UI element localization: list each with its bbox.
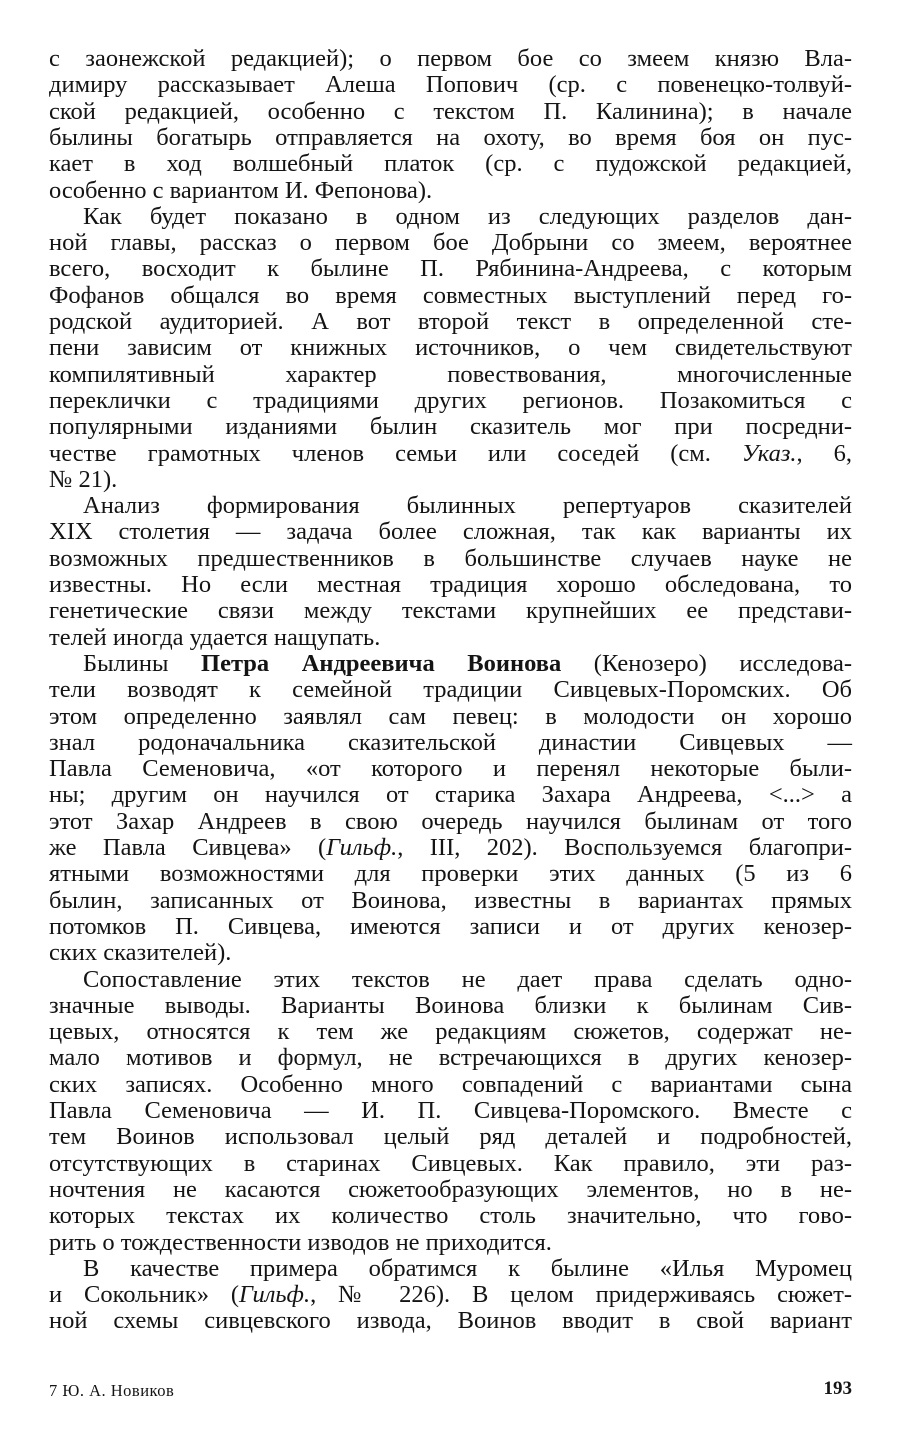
text-segment: былин, записанных от Воинова, известны в вариантах прямых xyxy=(49,886,852,914)
text-segment: этот Захар Андреев в свою очередь научился былинам от того xyxy=(49,807,852,835)
text-segment: Фофанов общался во время совместных выступлений перед го- xyxy=(49,281,852,309)
text-line xyxy=(49,834,852,861)
text-segment: значные выводы. Варианты Воинова близки к былинам Сив- xyxy=(49,991,852,1019)
text-line xyxy=(49,887,852,914)
text-line xyxy=(49,1071,852,1098)
text-segment: которых текстах их количество столь значительно, что гово- xyxy=(49,1202,852,1230)
text-segment: Былины xyxy=(83,649,202,677)
text-line xyxy=(49,571,852,598)
text-line xyxy=(49,1202,852,1229)
text-segment: компилятивный характер повествования, многочисленные xyxy=(49,360,852,388)
text-segment: цевых, относятся к тем же редакциям сюжетов, содержат не- xyxy=(49,1018,852,1046)
text-segment: ночтения не касаются сюжетообразующих элементов, но в не- xyxy=(49,1175,852,1203)
text-segment: Анализ формирования былинных репертуаров сказителей xyxy=(83,492,852,520)
text-line xyxy=(49,518,852,545)
text-line xyxy=(49,939,852,966)
text-line xyxy=(49,1097,852,1124)
text-segment: тели возводят к семейной традиции Сивцевых-Поромских. Об xyxy=(49,676,852,704)
text-line xyxy=(49,255,852,282)
text-line xyxy=(49,729,852,756)
text-segment: этом определенно заявлял сам певец: в молодости он хорошо xyxy=(49,702,852,730)
text-segment: ятными возможностями для проверки этих данных (5 из 6 xyxy=(49,860,852,888)
text-line xyxy=(49,913,852,940)
text-line xyxy=(49,1123,852,1150)
text-line xyxy=(49,1307,852,1334)
text-segment: ны; другим он научился от старика Захара Андреева, <...> а xyxy=(49,781,852,809)
text-segment: , III, 202). Воспользуемся благопри- xyxy=(397,834,852,861)
text-line xyxy=(49,361,852,388)
text-segment: Павла Семеновича — И. П. Сивцева-Поромского. Вместе с xyxy=(49,1097,852,1124)
text-segment: тем Воинов использовал целый ряд деталей и подробностей, xyxy=(49,1123,852,1151)
text-segment: же Павла Сивцева» ( xyxy=(49,834,327,861)
text-line xyxy=(49,98,852,125)
text-segment: переклички с традициями других регионов. Позакомиться с xyxy=(49,386,852,414)
text-line xyxy=(83,1255,852,1282)
text-segment: отсутствующих в старинах Сивцевых. Как правило, эти раз- xyxy=(49,1149,852,1177)
text-line xyxy=(49,860,852,887)
text-line xyxy=(49,413,852,440)
text-segment: телей иногда удается нащупать. xyxy=(49,623,381,651)
text-segment: родской аудиторией. А вот второй текст в определенной сте- xyxy=(49,308,852,335)
text-line xyxy=(49,229,852,256)
text-line xyxy=(49,1018,852,1045)
text-line xyxy=(49,1150,852,1177)
text-line xyxy=(49,1044,852,1071)
text-segment: , № 226). В целом придерживаясь сюжет- xyxy=(310,1281,852,1309)
text-line xyxy=(49,597,852,624)
text-line xyxy=(83,203,852,230)
page-number: 193 xyxy=(823,1378,852,1399)
text-line xyxy=(49,676,852,703)
signature-mark: 7 Ю. А. Новиков xyxy=(49,1381,175,1400)
text-segment: известны. Но если местная традиция хорошо обследована, то xyxy=(49,571,852,598)
text-line xyxy=(49,1229,852,1256)
citation-text: Гильф. xyxy=(326,834,398,861)
text-line xyxy=(49,808,852,835)
text-line xyxy=(49,781,852,808)
text-line xyxy=(49,387,852,414)
text-segment: честве грамотных членов семьи или соседей (см. xyxy=(49,439,742,467)
text-segment: ских сказителей). xyxy=(49,939,232,967)
text-line xyxy=(49,45,852,72)
text-line xyxy=(49,755,852,782)
text-line xyxy=(49,71,852,98)
text-line xyxy=(49,124,852,151)
text-segment: кает в ход волшебный платок (ср. с пудожской редакцией, xyxy=(49,150,852,178)
bold-name: Петра Андреевича Воинова xyxy=(201,649,562,677)
text-line xyxy=(49,282,852,309)
text-line xyxy=(49,992,852,1019)
text-segment: возможных предшественников в большинстве случаев науке не xyxy=(49,544,852,572)
text-segment: особенно с вариантом И. Фепонова). xyxy=(49,176,433,204)
citation-text: Указ. xyxy=(741,439,797,467)
text-line xyxy=(83,650,852,677)
text-segment: В качестве примера обратимся к былине «Илья Муромец xyxy=(83,1254,852,1282)
text-segment: Сопоставление этих текстов не дает права сделать одно- xyxy=(83,965,852,993)
text-segment: (Кенозеро) исследова- xyxy=(561,649,852,677)
text-line xyxy=(49,334,852,361)
text-segment: с заонежской редакцией); о первом бое со змеем князю Вла- xyxy=(49,45,852,72)
text-segment: Как будет показано в одном из следующих разделов дан- xyxy=(83,202,852,230)
text-segment: ной схемы сивцевского извода, Воинов вводит в свой вариант xyxy=(49,1307,852,1335)
text-segment: ской редакцией, особенно с текстом П. Калинина); в начале xyxy=(49,97,852,125)
text-segment: и Сокольник» ( xyxy=(49,1281,239,1309)
text-line xyxy=(49,1281,852,1308)
text-segment: рить о тождественности изводов не приходится. xyxy=(49,1228,552,1256)
text-line xyxy=(83,966,852,993)
citation-text: Гильф. xyxy=(239,1281,311,1309)
text-line xyxy=(49,703,852,730)
text-line xyxy=(49,150,852,177)
text-segment: ной главы, рассказ о первом бое Добрыни со змеем, вероятнее xyxy=(49,229,852,257)
text-line xyxy=(49,1176,852,1203)
text-line xyxy=(49,466,852,493)
text-segment: былины богатырь отправляется на охоту, во время боя он пус- xyxy=(49,123,852,151)
text-segment: XIX столетия — задача более сложная, так как варианты их xyxy=(49,518,852,546)
text-segment: № 21). xyxy=(49,465,118,493)
text-segment: ских записях. Особенно много совпадений с вариантами сына xyxy=(49,1070,852,1098)
text-line xyxy=(49,308,852,335)
text-segment: , 6, xyxy=(796,439,853,467)
text-segment: мало мотивов и формул, не встречающихся в других кенозер- xyxy=(49,1044,852,1072)
text-line xyxy=(49,624,852,651)
text-segment: популярными изданиями былин сказитель мог при посредни- xyxy=(49,413,852,441)
text-segment: генетические связи между текстами крупнейших ее представи- xyxy=(49,597,852,625)
text-segment: знал родоначальника сказительской династии Сивцевых — xyxy=(49,728,852,756)
text-segment: потомков П. Сивцева, имеются записи и от других кенозер- xyxy=(49,912,852,940)
text-line xyxy=(49,440,852,467)
text-segment: пени зависим от книжных источников, о чем свидетельствуют xyxy=(49,334,852,362)
text-line xyxy=(83,492,852,519)
text-segment: всего, восходит к былине П. Рябинина-Андреева, с которым xyxy=(49,255,852,283)
text-line xyxy=(49,177,852,204)
text-segment: Павла Семеновича, «от которого и перенял некоторые были- xyxy=(49,755,852,783)
text-segment: димиру рассказывает Алеша Попович (ср. с повенецко-толвуй- xyxy=(49,71,852,99)
text-line xyxy=(49,545,852,572)
